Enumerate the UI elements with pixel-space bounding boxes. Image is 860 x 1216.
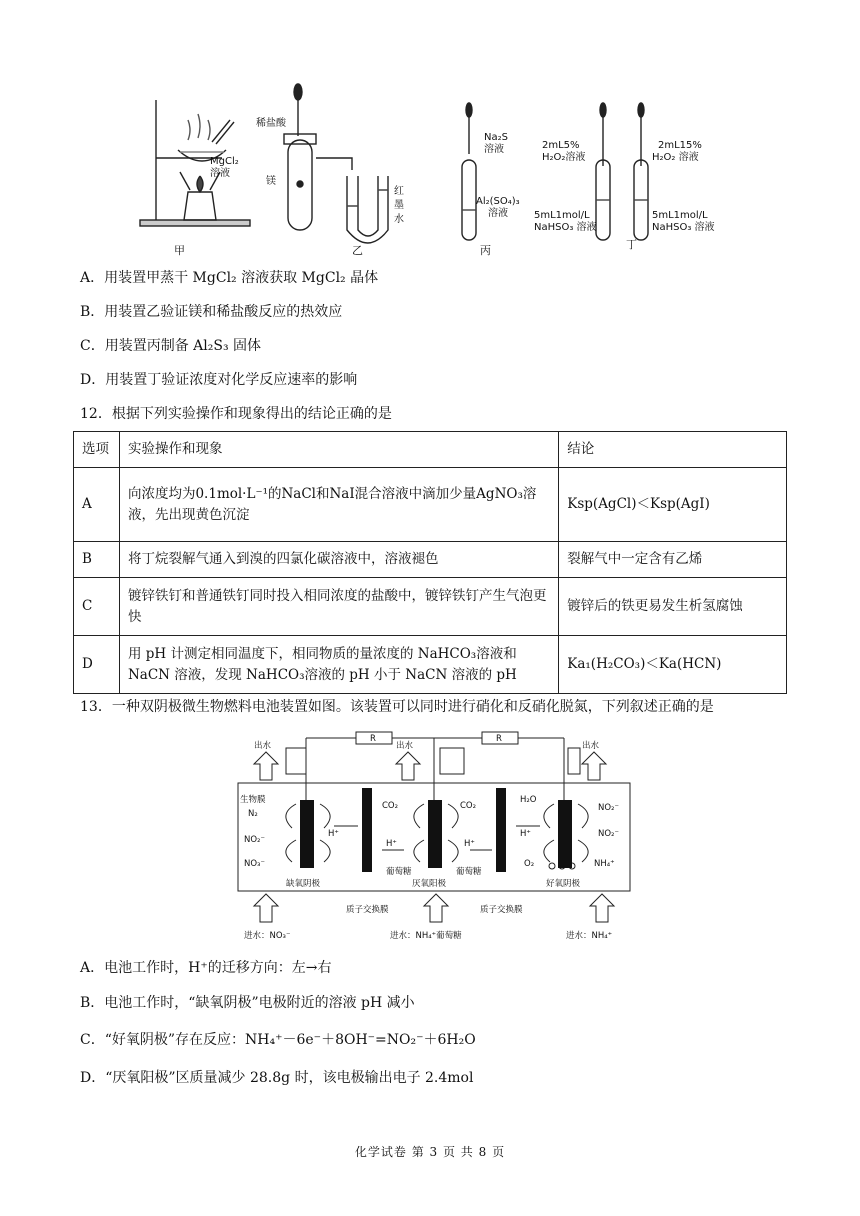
header-option: 选项 — [74, 432, 120, 468]
row-c-operation: 镀锌铁钉和普通铁钉同时投入相同浓度的盐酸中，镀锌铁钉产生气泡更快 — [119, 578, 558, 636]
label-membrane-left: 质子交换膜 — [346, 905, 389, 915]
outlet-label-right: 出水 — [582, 741, 600, 751]
resistor-label-left: R — [370, 734, 376, 744]
label-h2o: H₂O — [520, 795, 537, 805]
label-hplus-3: H⁺ — [464, 839, 475, 849]
row-b-operation: 将丁烷裂解气通入到溴的四氯化碳溶液中，溶液褪色 — [119, 542, 558, 578]
q12-title: 12．根据下列实验操作和现象得出的结论正确的是 — [80, 406, 392, 422]
q13-option-c: C．“好氧阴极”存在反应：NH₄⁺－6e⁻＋8OH⁻=NO₂⁻＋6H₂O — [80, 1032, 476, 1048]
label-ding: 丁 — [626, 238, 637, 251]
q13-option-d: D．“厌氧阳极”区质量减少 28.8g 时，该电极输出电子 2.4mol — [80, 1070, 474, 1086]
apparatus-figure — [130, 80, 730, 260]
resistor-label-right: R — [496, 734, 502, 744]
label-yi: 乙 — [352, 244, 363, 257]
row-d-option: D — [74, 636, 120, 694]
label-haoyang: 好氧阴极 — [546, 879, 581, 889]
row-c-conclusion: 镀锌后的铁更易发生析氢腐蚀 — [559, 578, 787, 636]
row-d-conclusion: Ka₁(H₂CO₃)＜Ka(HCN) — [559, 636, 787, 694]
label-na2s-rongye: 溶液 — [484, 144, 504, 155]
row-a-operation: 向浓度均为0.1mol·L⁻¹的NaCl和NaI混合溶液中滴加少量AgNO₃溶液，先出现黄色沉淀 — [119, 468, 558, 542]
label-al2so4: Al₂(SO₄)₃ — [476, 196, 520, 207]
label-shengwumo: 生物膜 — [240, 795, 266, 805]
label-queyang: 缺氧阴极 — [286, 879, 321, 889]
label-no2-right-1: NO₂⁻ — [598, 803, 619, 813]
table-row — [74, 636, 787, 694]
label-glucose-right: 葡萄糖 — [456, 867, 482, 877]
table-header-row — [74, 432, 787, 468]
label-nahso3-right-b: NaHSO₃ 溶液 — [652, 222, 715, 233]
page-footer: 化学试卷 第 3 页 共 8 页 — [354, 1145, 506, 1159]
q11-option-a: A．用装置甲蒸干 MgCl₂ 溶液获取 MgCl₂ 晶体 — [80, 270, 379, 286]
label-membrane-right: 质子交换膜 — [480, 905, 523, 915]
label-na2s: Na₂S — [484, 132, 508, 143]
label-h2o2-15-b: H₂O₂ 溶液 — [652, 152, 699, 163]
row-c-option: C — [74, 578, 120, 636]
label-bing: 丙 — [480, 244, 491, 257]
label-hplus-1: H⁺ — [328, 829, 339, 839]
row-d-operation: 用 pH 计测定相同温度下，相同物质的量浓度的 NaHCO₃溶液和 NaCN 溶液，发现 NaHCO₃溶液的 pH 小于 NaCN 溶液的 pH — [119, 636, 558, 694]
label-nahso3-right-a: 5mL1mol/L — [652, 210, 708, 221]
q11-option-d: D．用装置丁验证浓度对化学反应速率的影响 — [80, 372, 358, 388]
table-row — [74, 468, 787, 542]
label-no2-right-2: NO₂⁻ — [598, 829, 619, 839]
outlet-label-left: 出水 — [254, 741, 272, 751]
label-n2: N₂ — [248, 809, 258, 819]
label-h2o2-15: 2mL15% — [658, 140, 702, 151]
label-hplus-4: H⁺ — [520, 829, 531, 839]
label-nahso3-left-b: NaHSO₃ 溶液 — [534, 222, 597, 233]
label-h2o2-5-b: H₂O₂溶液 — [542, 152, 586, 163]
label-o2: O₂ — [524, 859, 535, 869]
header-operation: 实验操作和现象 — [119, 432, 558, 468]
row-a-conclusion: Ksp(AgCl)＜Ksp(AgI) — [559, 468, 787, 542]
label-h2o2-5: 2mL5% — [542, 140, 580, 151]
q13-title: 13．一种双阴极微生物燃料电池装置如图。该装置可以同时进行硝化和反硝化脱氮，下列叙述正确的是 — [80, 699, 714, 715]
inlet-label-left: 进水：NO₃⁻ — [244, 931, 291, 941]
label-jia: 甲 — [174, 244, 185, 257]
q11-option-c: C．用装置丙制备 Al₂S₃ 固体 — [80, 338, 262, 354]
inlet-label-right: 进水：NH₄⁺ — [566, 931, 613, 941]
q13-option-a: A．电池工作时，H⁺的迁移方向：左→右 — [80, 960, 332, 976]
label-no2-left: NO₂⁻ — [244, 835, 265, 845]
inlet-label-mid: 进水：NH₄⁺葡萄糖 — [390, 931, 462, 941]
label-shui: 水 — [394, 214, 404, 225]
table-row — [74, 578, 787, 636]
label-mei: 镁 — [266, 176, 276, 187]
q11-option-b: B．用装置乙验证镁和稀盐酸反应的热效应 — [80, 304, 343, 320]
label-yanyang: 厌氧阳极 — [412, 879, 447, 889]
outlet-label-mid: 出水 — [396, 741, 414, 751]
label-co2-right: CO₂ — [460, 801, 477, 811]
label-xiyansuan: 稀盐酸 — [256, 118, 286, 129]
q13-option-b: B．电池工作时，“缺氧阴极”电极附近的溶液 pH 减小 — [80, 995, 415, 1011]
label-co2-left: CO₂ — [382, 801, 399, 811]
label-al-rongye: 溶液 — [488, 208, 508, 219]
label-glucose-left: 葡萄糖 — [386, 867, 412, 877]
table-row — [74, 542, 787, 578]
label-mgcl2-rongye: 溶液 — [210, 168, 230, 179]
label-hong: 红 — [394, 186, 404, 197]
row-b-conclusion: 裂解气中一定含有乙烯 — [559, 542, 787, 578]
label-hplus-2: H⁺ — [386, 839, 397, 849]
label-nh4-tank: NH₄⁺ — [594, 859, 615, 869]
row-a-option: A — [74, 468, 120, 542]
label-no3-left: NO₃⁻ — [244, 859, 265, 869]
row-b-option: B — [74, 542, 120, 578]
label-mo: 墨 — [394, 200, 404, 211]
label-mgcl2: MgCl₂ — [210, 156, 239, 167]
label-nahso3-left-a: 5mL1mol/L — [534, 210, 590, 221]
fuel-cell-diagram — [234, 728, 634, 946]
header-conclusion: 结论 — [559, 432, 787, 468]
q12-table — [73, 431, 787, 694]
